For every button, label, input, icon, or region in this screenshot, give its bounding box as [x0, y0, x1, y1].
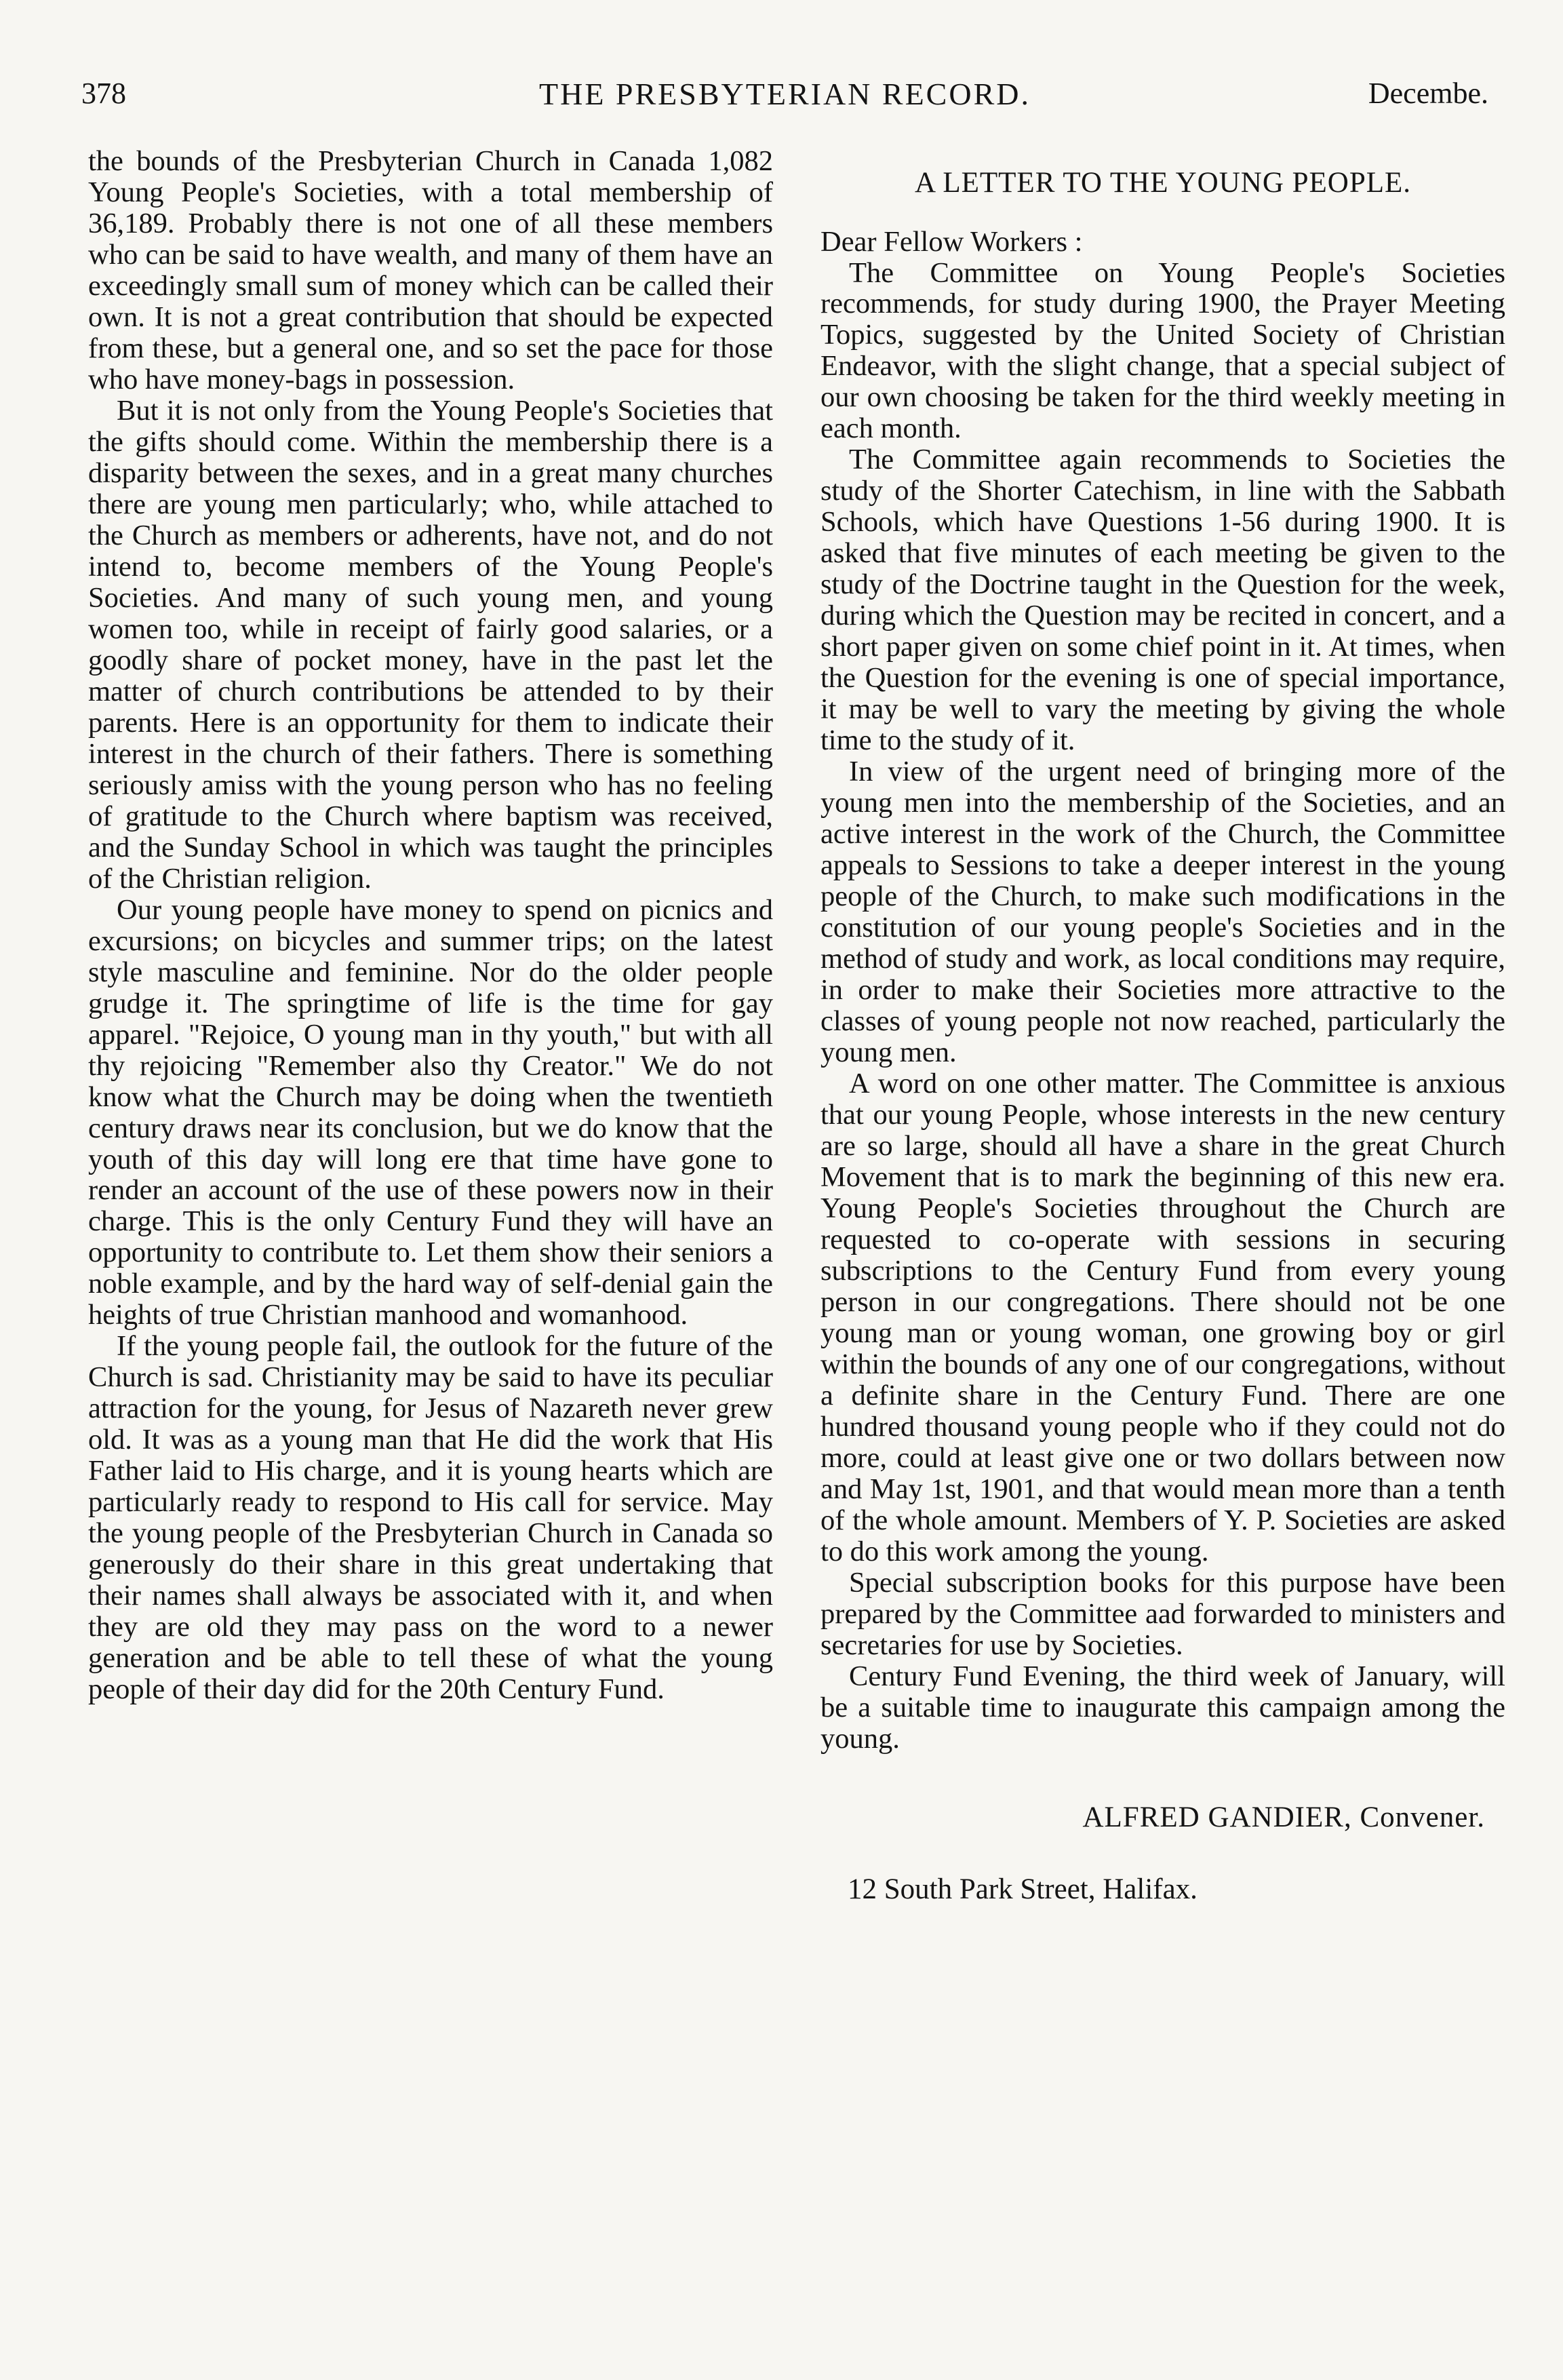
article-paragraph: the bounds of the Presbyterian Church in Canada 1,082 Young People's Societies, with a total membership of 36,189. Probably there is not one of all these members who can be said to have wealth, and many of them have an exceedingly small sum of money which can be called their own. It is not a great contribution that should be expected from these, but a general one, and so set the pace for those who have money-bags in possession.: [88, 145, 773, 395]
article-paragraph: Our young people have money to spend on picnics and excursions; on bicycles and summer trips; on the latest style masculine and feminine. Nor do the older people grudge it. The springtime of life is the time for gay apparel. "Rejoice, O young man in thy youth," but with all thy rejoicing "Remember also thy Creator." We do not know what the Church may be doing when the twentieth century draws near its conclusion, but we do know that the youth of this day will long ere that time have gone to render an account of the use of these powers now in their charge. This is the only Century Fund they will have an opportunity to contribute to. Let them show their seniors a noble example, and by the hard way of self-denial gain the heights of true Christian manhood and womanhood.: [88, 893, 773, 1331]
letter-paragraph: A word on one other matter. The Committee is anxious that our young People, whose interests in the new century are so large, should all have a share in the great Church Movement that is to mark the beginning of this new era. Young People's Societies throughout the Church are requested to co-operate with sessions in securing subscriptions to the Century Fund from every young person in our congregations. There should not be one young man or young woman, one growing boy or girl within the bounds of any one of our congregations, without a definite share in the Century Fund. There are one hundred thousand young people who if they could not do more, could at least give one or two dollars between now and May 1st, 1901, and that would mean more than a tenth of the whole amount. Members of Y. P. Societies are asked to do this work among the young.: [820, 1068, 1505, 1567]
letter-paragraph: Century Fund Evening, the third week of January, will be a suitable time to inaugurate this campaign among the young.: [820, 1660, 1505, 1755]
letter-salutation: Dear Fellow Workers :: [820, 225, 1083, 258]
right-column: [820, 146, 1505, 1906]
running-title: THE PRESBYTERIAN RECORD.: [539, 77, 1031, 111]
letter-signature: ALFRED GANDIER, Convener.: [1082, 1801, 1485, 1833]
letter-paragraph: Special subscription books for this purpose have been prepared by the Committee aad forwarded to ministers and secretaries for use by Societies.: [820, 1566, 1505, 1661]
letter-paragraph: In view of the urgent need of bringing more of the young men into the membership of the Societies, and an active interest in the work of the Church, the Committee appeals to Sessions to take a deeper interest in the young people of the Church, to make such modifications in the constitution of our young people's Societies and in the method of study and work, as local conditions may require, in order to make their Societies more attractive to the classes of young people not now reached, particularly the young men.: [820, 756, 1505, 1069]
letter-address: 12 South Park Street, Halifax.: [848, 1873, 1198, 1906]
article-paragraph: If the young people fail, the outlook for the future of the Church is sad. Christianity may be said to have its peculiar attraction for the young, for Jesus of Nazareth never grew old. It was as a young man that He did the work that His Father laid to His charge, and it is young hearts which are particularly ready to respond to His call for service. May the young people of the Presbyterian Church in Canada so generously do their share in this great undertaking that their names shall always be associated with it, and when they are old they may pass on the word to a newer generation and be able to tell these of what the young people of their day did for the 20th Century Fund.: [88, 1330, 773, 1706]
article-paragraph: But it is not only from the Young People's Societies that the gifts should come. Within the membership there is a disparity between the sexes, and in a great many churches there are young men particularly; who, while attached to the Church as members or adherents, have not, and do not intend to, become members of the Young People's Societies. And many of such young men, and young women too, while in receipt of fairly good salaries, or a goodly share of pocket money, have in the past let the matter of church contributions be attended to by their parents. Here is an opportunity for them to indicate their interest in the church of their fathers. There is something seriously amiss with the young person who has no feeling of gratitude to the Church where baptism was received, and the Sunday School in which was taught the principles of the Christian religion.: [88, 394, 773, 895]
letter-title: A LETTER TO THE YOUNG PEOPLE.: [914, 167, 1412, 199]
letter-paragraph: The Committee on Young People's Societies recommends, for study during 1900, the Prayer Meeting Topics, suggested by the United Society of Christian Endeavor, with the slight change, that a special subject of our own choosing be taken for the third weekly meeting in each month.: [820, 256, 1505, 445]
page-header: [81, 76, 1488, 130]
letter-paragraph: The Committee again recommends to Societies the study of the Shorter Catechism, in line with the Sabbath Schools, which have Questions 1-56 during 1900. It is asked that five minutes of each meeting be given to the study of the Doctrine taught in the Question for the week, during which the Question may be recited in concert, and a short paper given on some chief point in it. At times, when the Question for the evening is one of special importance, it may be well to vary the meeting by giving the whole time to the study of it.: [820, 444, 1505, 757]
left-column: [88, 146, 773, 1705]
page-number: 378: [81, 77, 126, 110]
header-month: Decembe.: [1368, 77, 1488, 110]
